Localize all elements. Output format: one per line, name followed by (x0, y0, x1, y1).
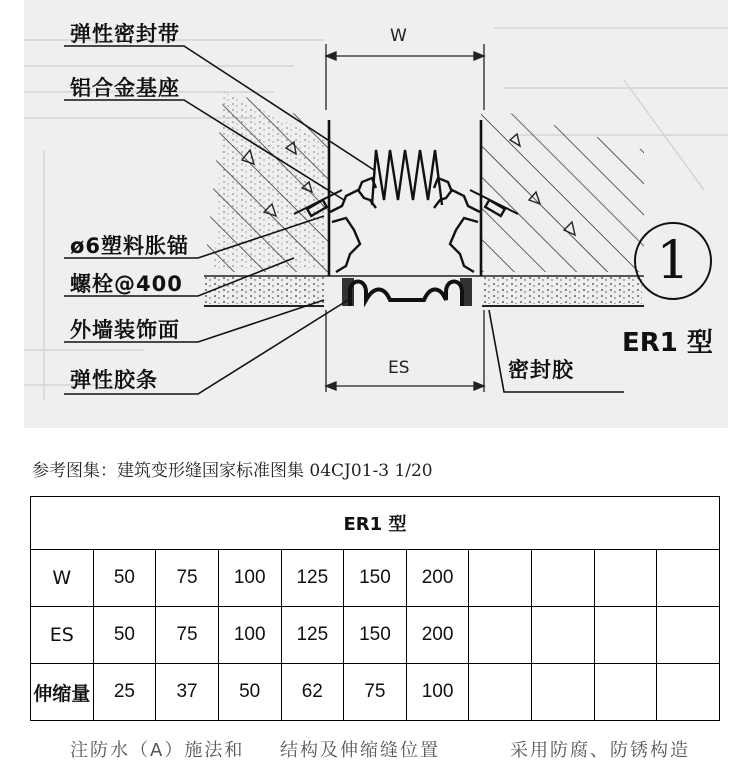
cell-es-3: 100 (218, 607, 281, 664)
cell-exp-1: 25 (93, 664, 156, 721)
label-aluminum-base: 铝合金基座 (70, 76, 180, 100)
left-finish-layer (204, 276, 326, 304)
table-row-w (31, 550, 720, 607)
cell-exp-5: 75 (344, 664, 407, 721)
label-wall-finish: 外墙装饰面 (70, 318, 180, 342)
table-row-es (31, 607, 720, 664)
cell-exp-empty-2 (532, 664, 595, 721)
cell-w-4: 125 (281, 550, 344, 607)
spec-table (30, 496, 720, 721)
joint-section-drawing (24, 0, 728, 428)
cell-es-empty-4 (657, 607, 720, 664)
elastic-rubber-strip (350, 282, 462, 307)
table-row-expansion (31, 664, 720, 721)
cell-w-empty-2 (532, 550, 595, 607)
dim-w-label: W (390, 26, 407, 46)
type-number-circle: 1 (634, 222, 712, 300)
cell-es-empty-2 (532, 607, 595, 664)
cell-es-5: 150 (344, 607, 407, 664)
cutoff-text-3: 采用防腐、防锈构造 (510, 740, 690, 761)
cell-w-5: 150 (344, 550, 407, 607)
cell-es-6: 200 (406, 607, 469, 664)
cell-w-3: 100 (218, 550, 281, 607)
label-elastic-seal-strip: 弹性密封带 (70, 22, 180, 46)
cell-es-empty-3 (594, 607, 657, 664)
cutoff-text-2: 结构及伸缩缝位置 (280, 740, 440, 761)
cell-w-6: 200 (406, 550, 469, 607)
table-title: ER1 型 (31, 497, 720, 550)
cell-w-empty-4 (657, 550, 720, 607)
row-header-es: ES (31, 607, 94, 664)
cell-w-empty-1 (469, 550, 532, 607)
dim-es-label: ES (388, 358, 410, 378)
elastic-seal-strip-zigzag (372, 150, 442, 205)
cell-exp-4: 62 (281, 664, 344, 721)
cutoff-text-line (30, 724, 720, 761)
cell-es-1: 50 (93, 607, 156, 664)
cell-w-2: 75 (156, 550, 219, 607)
cell-exp-2: 37 (156, 664, 219, 721)
row-header-expansion: 伸缩量 (31, 664, 94, 721)
cell-es-2: 75 (156, 607, 219, 664)
cell-w-1: 50 (93, 550, 156, 607)
type-name-label: ER1 型 (622, 328, 713, 358)
label-rubber-strip: 弹性胶条 (70, 368, 158, 392)
reference-caption: 参考图集：建筑变形缝国家标准图集 04CJ01-3 1/20 (32, 461, 433, 481)
label-bolt-spacing: 螺栓@400 (70, 272, 183, 296)
cell-exp-empty-4 (657, 664, 720, 721)
cell-exp-empty-3 (594, 664, 657, 721)
cell-es-empty-1 (469, 607, 532, 664)
cell-exp-3: 50 (218, 664, 281, 721)
label-sealant: 密封胶 (508, 358, 574, 382)
right-rubber-clamp (460, 278, 472, 306)
cell-exp-6: 100 (406, 664, 469, 721)
right-wall-hatch (481, 105, 644, 272)
cutoff-text-1: 注防水（A）施法和 (70, 740, 245, 761)
cell-es-4: 125 (281, 607, 344, 664)
right-finish-layer (482, 276, 642, 304)
w-dimension (326, 44, 484, 110)
es-dimension (326, 310, 484, 392)
label-plastic-anchor: ø6塑料胀锚 (70, 234, 190, 258)
cell-exp-empty-1 (469, 664, 532, 721)
cell-w-empty-3 (594, 550, 657, 607)
table-title-row (31, 497, 720, 550)
row-header-w: W (31, 550, 94, 607)
